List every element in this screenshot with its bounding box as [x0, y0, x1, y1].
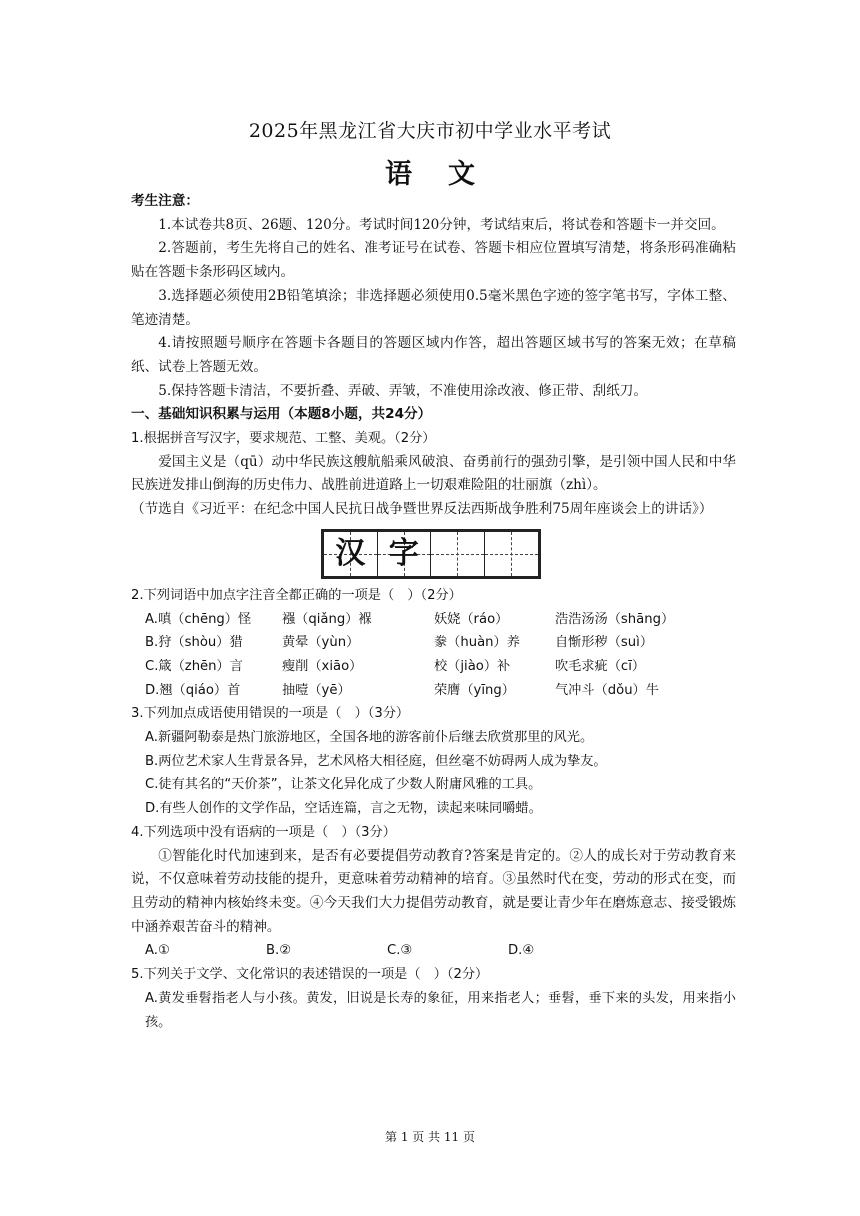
question-4-passage: ①智能化时代加速到来，是否有必要提倡劳动教育?答案是肯定的。②人的成长对于劳动教育来说，不仅意味着劳动技能的提升，更意味着劳动精神的培育。③虽然时代在变，劳动的形式在变，而且劳动的精神内核始终未变。④今天我们大力提倡劳动教育，就是要让青少年在磨炼意志、接受锻炼中涵养艰苦奋斗的精神。: [131, 847, 736, 935]
grid-character: 汉: [335, 535, 366, 571]
option-cell: 荣膺（yīng）: [434, 682, 515, 698]
notice-item: 1.本试卷共8页、26题、120分。考试时间120分钟，考试结束后，将试卷和答题卡一并交回。: [158, 216, 725, 233]
option: A.①: [145, 943, 170, 959]
option-cell: 校（jiào）补: [434, 658, 511, 674]
option-cell: 妖娆（ráo）: [434, 611, 509, 627]
notice-item: 5.保持答题卡清洁，不要折叠、弄破、弄皱，不准使用涂改液、修正带、刮纸刀。: [158, 382, 647, 399]
question-3-option: A.新疆阿勒泰是热门旅游地区，全国各地的游客前仆后继去欣赏那里的风光。: [145, 730, 594, 746]
option-cell: 吹毛求疵（cī）: [555, 658, 646, 674]
question-4-stem: 4.下列选项中没有语病的一项是（ ）（3分）: [131, 824, 396, 840]
question-3-option: D.有些人创作的文学作品，空话连篇，言之无物，读起来味同嚼蜡。: [145, 801, 542, 817]
option-cell: 自惭形秽（suì）: [555, 635, 654, 651]
notice-item: 2.答题前，考生先将自己的姓名、准考证号在试卷、答题卡相应位置填写清楚，将条形码准确粘贴在答题卡条形码区域内。: [131, 240, 736, 281]
option: D.④: [508, 943, 535, 959]
question-3-stem: 3.下列加点成语使用错误的一项是（ ）（3分）: [131, 706, 410, 722]
question-2-option-row: [131, 655, 736, 679]
tianzige-grid: [321, 529, 541, 579]
subject-title: 语文: [385, 159, 511, 190]
option-cell: 豢（huàn）养: [434, 635, 520, 651]
option-cell: 襁（qiǎng）褓: [282, 611, 372, 627]
question-2-option-row: [131, 608, 736, 632]
option-cell: A.嗔（chēng）怪: [145, 611, 252, 627]
section-heading: 一、基础知识积累与运用（本题8小题，共24分）: [131, 406, 432, 423]
grid-cell[interactable]: [431, 532, 485, 576]
question-2-stem: 2.下列词语中加点字注音全都正确的一项是（ ）（2分）: [131, 587, 462, 603]
question-5-option: A.黄发垂髫指老人与小孩。黄发，旧说是长寿的象征，用来指老人；垂髫，垂下来的头发，用来指小孩。: [145, 990, 736, 1030]
option-cell: C.箴（zhēn）言: [145, 658, 243, 674]
question-1-stem: 1.根据拼音写汉字，要求规范、工整、美观。（2分）: [131, 431, 436, 447]
question-4-options: [131, 939, 736, 963]
option-cell: B.狩（shòu）猎: [145, 635, 243, 651]
page-footer: 第 1 页 共 11 页: [385, 1130, 475, 1144]
question-3-option: B.两位艺术家人生背景各异，艺术风格大相径庭，但丝毫不妨碍两人成为挚友。: [145, 753, 607, 769]
question-2-option-row: [131, 679, 736, 703]
option-cell: D.翘（qiáo）首: [145, 682, 241, 698]
exam-title: 2025年黑龙江省大庆市初中学业水平考试: [248, 120, 612, 142]
option: B.②: [266, 943, 292, 959]
answer-grid-area: [131, 522, 736, 584]
exam-content: [131, 190, 736, 1034]
option: C.③: [387, 943, 413, 959]
grid-cell[interactable]: [324, 532, 378, 576]
notice-heading: 考生注意：: [131, 193, 199, 209]
grid-cell[interactable]: [378, 532, 432, 576]
option-cell: 气冲斗（dǒu）牛: [555, 682, 659, 698]
option-cell: 瘦削（xiāo）: [282, 658, 363, 674]
question-5-stem: 5.下列关于文学、文化常识的表述错误的一项是（ ）（2分）: [131, 967, 489, 983]
question-3-option: C.徒有其名的“天价茶”，让茶文化异化成了少数人附庸风雅的工具。: [145, 777, 542, 793]
question-1-passage: 爱国主义是（qū）动中华民族这艘航船乘风破浪、奋勇前行的强劲引擎，是引领中国人民和中华民族迸发排山倒海的历史伟力、战胜前进道路上一切艰难险阻的壮丽旗（zhì）。: [131, 453, 736, 494]
notice-item: 3.选择题必须使用2B铅笔填涂；非选择题必须使用0.5毫米黑色字迹的签字笔书写，字体工整、笔迹清楚。: [131, 287, 736, 328]
grid-character: 字: [388, 535, 419, 571]
option-cell: 浩浩汤汤（shāng）: [555, 611, 675, 627]
question-2-option-row: [131, 631, 736, 655]
question-1-source: （节选自《习近平：在纪念中国人民抗日战争暨世界反法西斯战争胜利75周年座谈会上的讲话》）: [131, 501, 713, 518]
grid-cell[interactable]: [485, 532, 539, 576]
option-cell: 黄晕（yùn）: [282, 635, 360, 651]
notice-item: 4.请按照题号顺序在答题卡各题目的答题区域内作答，超出答题区域书写的答案无效；在草稿纸、试卷上答题无效。: [131, 335, 736, 375]
option-cell: 抽噎（yē）: [282, 682, 351, 698]
